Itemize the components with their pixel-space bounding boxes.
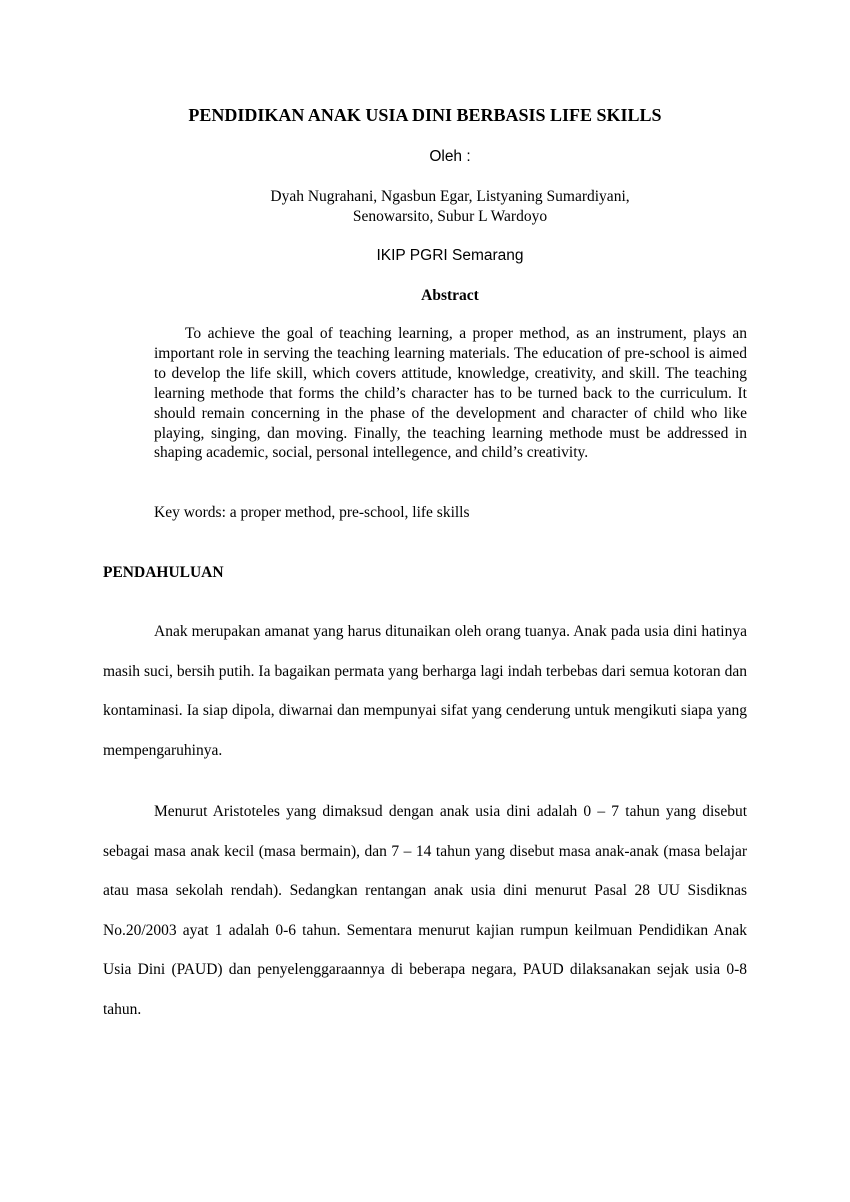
section-heading: PENDAHULUAN bbox=[103, 564, 224, 581]
byline: Oleh : bbox=[429, 148, 471, 165]
paper-title: PENDIDIKAN ANAK USIA DINI BERBASIS LIFE SKILLS bbox=[188, 105, 662, 125]
author-line: Senowarsito, Subur L Wardoyo bbox=[352, 207, 548, 225]
keywords: Key words: a proper method, pre-school, life skills bbox=[154, 504, 470, 521]
abstract-body: To achieve the goal of teaching learning, a proper method, as an instrument, plays an important role in serving the teaching learning materials. The education of pre-school is aimed to develop the life skill, which covers attitude, knowledge, creativity, and skill. The teaching learning methode that forms the child’s character has to be turned back to the curriculum. It should remain concerning in the phase of the development and character of child who like playing, singing, dan moving. Finally, the teaching learning methode must be addressed in shaping academic, social, personal intellegence, and child’s creativity. bbox=[154, 325, 747, 462]
abstract-heading: Abstract bbox=[421, 287, 479, 304]
author-line: Dyah Nugrahani, Ngasbun Egar, Listyaning Sumardiyani, bbox=[270, 188, 630, 205]
body-paragraph: Anak merupakan amanat yang harus ditunaikan oleh orang tuanya. Anak pada usia dini hatinya masih suci, bersih putih. Ia bagaikan permata yang berharga lagi indah terbebas dari semua kotoran dan kontaminasi. Ia siap dipola, diwarnai dan mempunyai sifat yang cenderung untuk mengikuti siapa yang mempengaruhinya. bbox=[103, 623, 747, 759]
author-list bbox=[103, 187, 797, 226]
affiliation: IKIP PGRI Semarang bbox=[376, 247, 524, 264]
body-paragraph: Menurut Aristoteles yang dimaksud dengan anak usia dini adalah 0 – 7 tahun yang disebut sebagai masa anak kecil (masa bermain), dan 7 – 14 tahun yang disebut masa anak-anak (masa belajar atau masa sekolah rendah). Sedangkan rentangan anak usia dini menurut Pasal 28 UU Sisdiknas No.20/2003 ayat 1 adalah 0-6 tahun. Sementara menurut kajian rumpun keilmuan Pendidikan Anak Usia Dini (PAUD) dan penyelenggaraannya di beberapa negara, PAUD dilaksanakan sejak usia 0-8 tahun. bbox=[103, 803, 747, 1018]
